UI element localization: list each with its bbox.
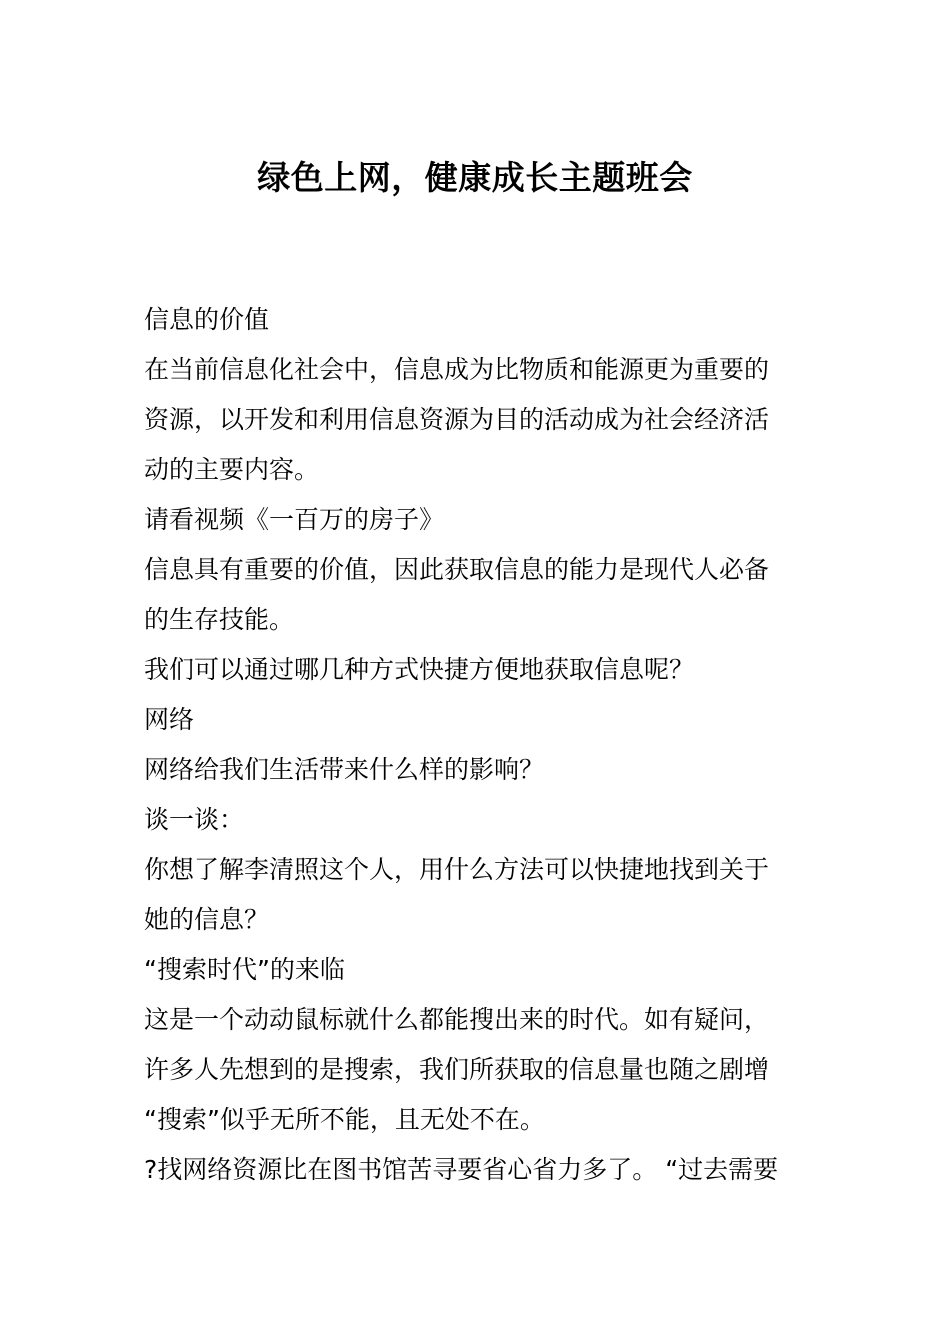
- body-line: 信息的价值: [144, 305, 270, 334]
- body-line: 网络给我们生活带来什么样的影响？: [144, 755, 545, 784]
- body-line: 网络: [144, 705, 195, 734]
- body-line: “搜索”似乎无所不能，且无处不在。: [144, 1105, 545, 1134]
- body-line: 我们可以通过哪几种方式快捷方便地获取信息呢？: [144, 655, 695, 684]
- body-line: 谈一谈：: [144, 805, 245, 834]
- body-line: 动的主要内容。: [144, 455, 320, 484]
- body-line: 许多人先想到的是搜索，我们所获取的信息量也随之剧增: [144, 1055, 770, 1084]
- body-line: 的生存技能。: [144, 605, 295, 634]
- body-line: ?找网络资源比在图书馆苦寻要省心省力多了。 “过去需要: [144, 1155, 779, 1184]
- body-line: 这是一个动动鼠标就什么都能搜出来的时代。如有疑问，: [144, 1005, 770, 1034]
- document-body: [144, 295, 809, 1195]
- body-line: 请看视频《一百万的房子》: [144, 505, 445, 534]
- document-title: 绿色上网，健康成长主题班会: [257, 158, 693, 197]
- body-line: 资源，以开发和利用信息资源为目的活动成为社会经济活: [144, 405, 770, 434]
- body-line: 在当前信息化社会中，信息成为比物质和能源更为重要的: [144, 355, 770, 384]
- body-line: 你想了解李清照这个人，用什么方法可以快捷地找到关于: [144, 855, 770, 884]
- body-line: 信息具有重要的价值，因此获取信息的能力是现代人必备: [144, 555, 770, 584]
- body-line: 她的信息？: [144, 905, 270, 934]
- body-line: “搜索时代”的来临: [144, 955, 345, 984]
